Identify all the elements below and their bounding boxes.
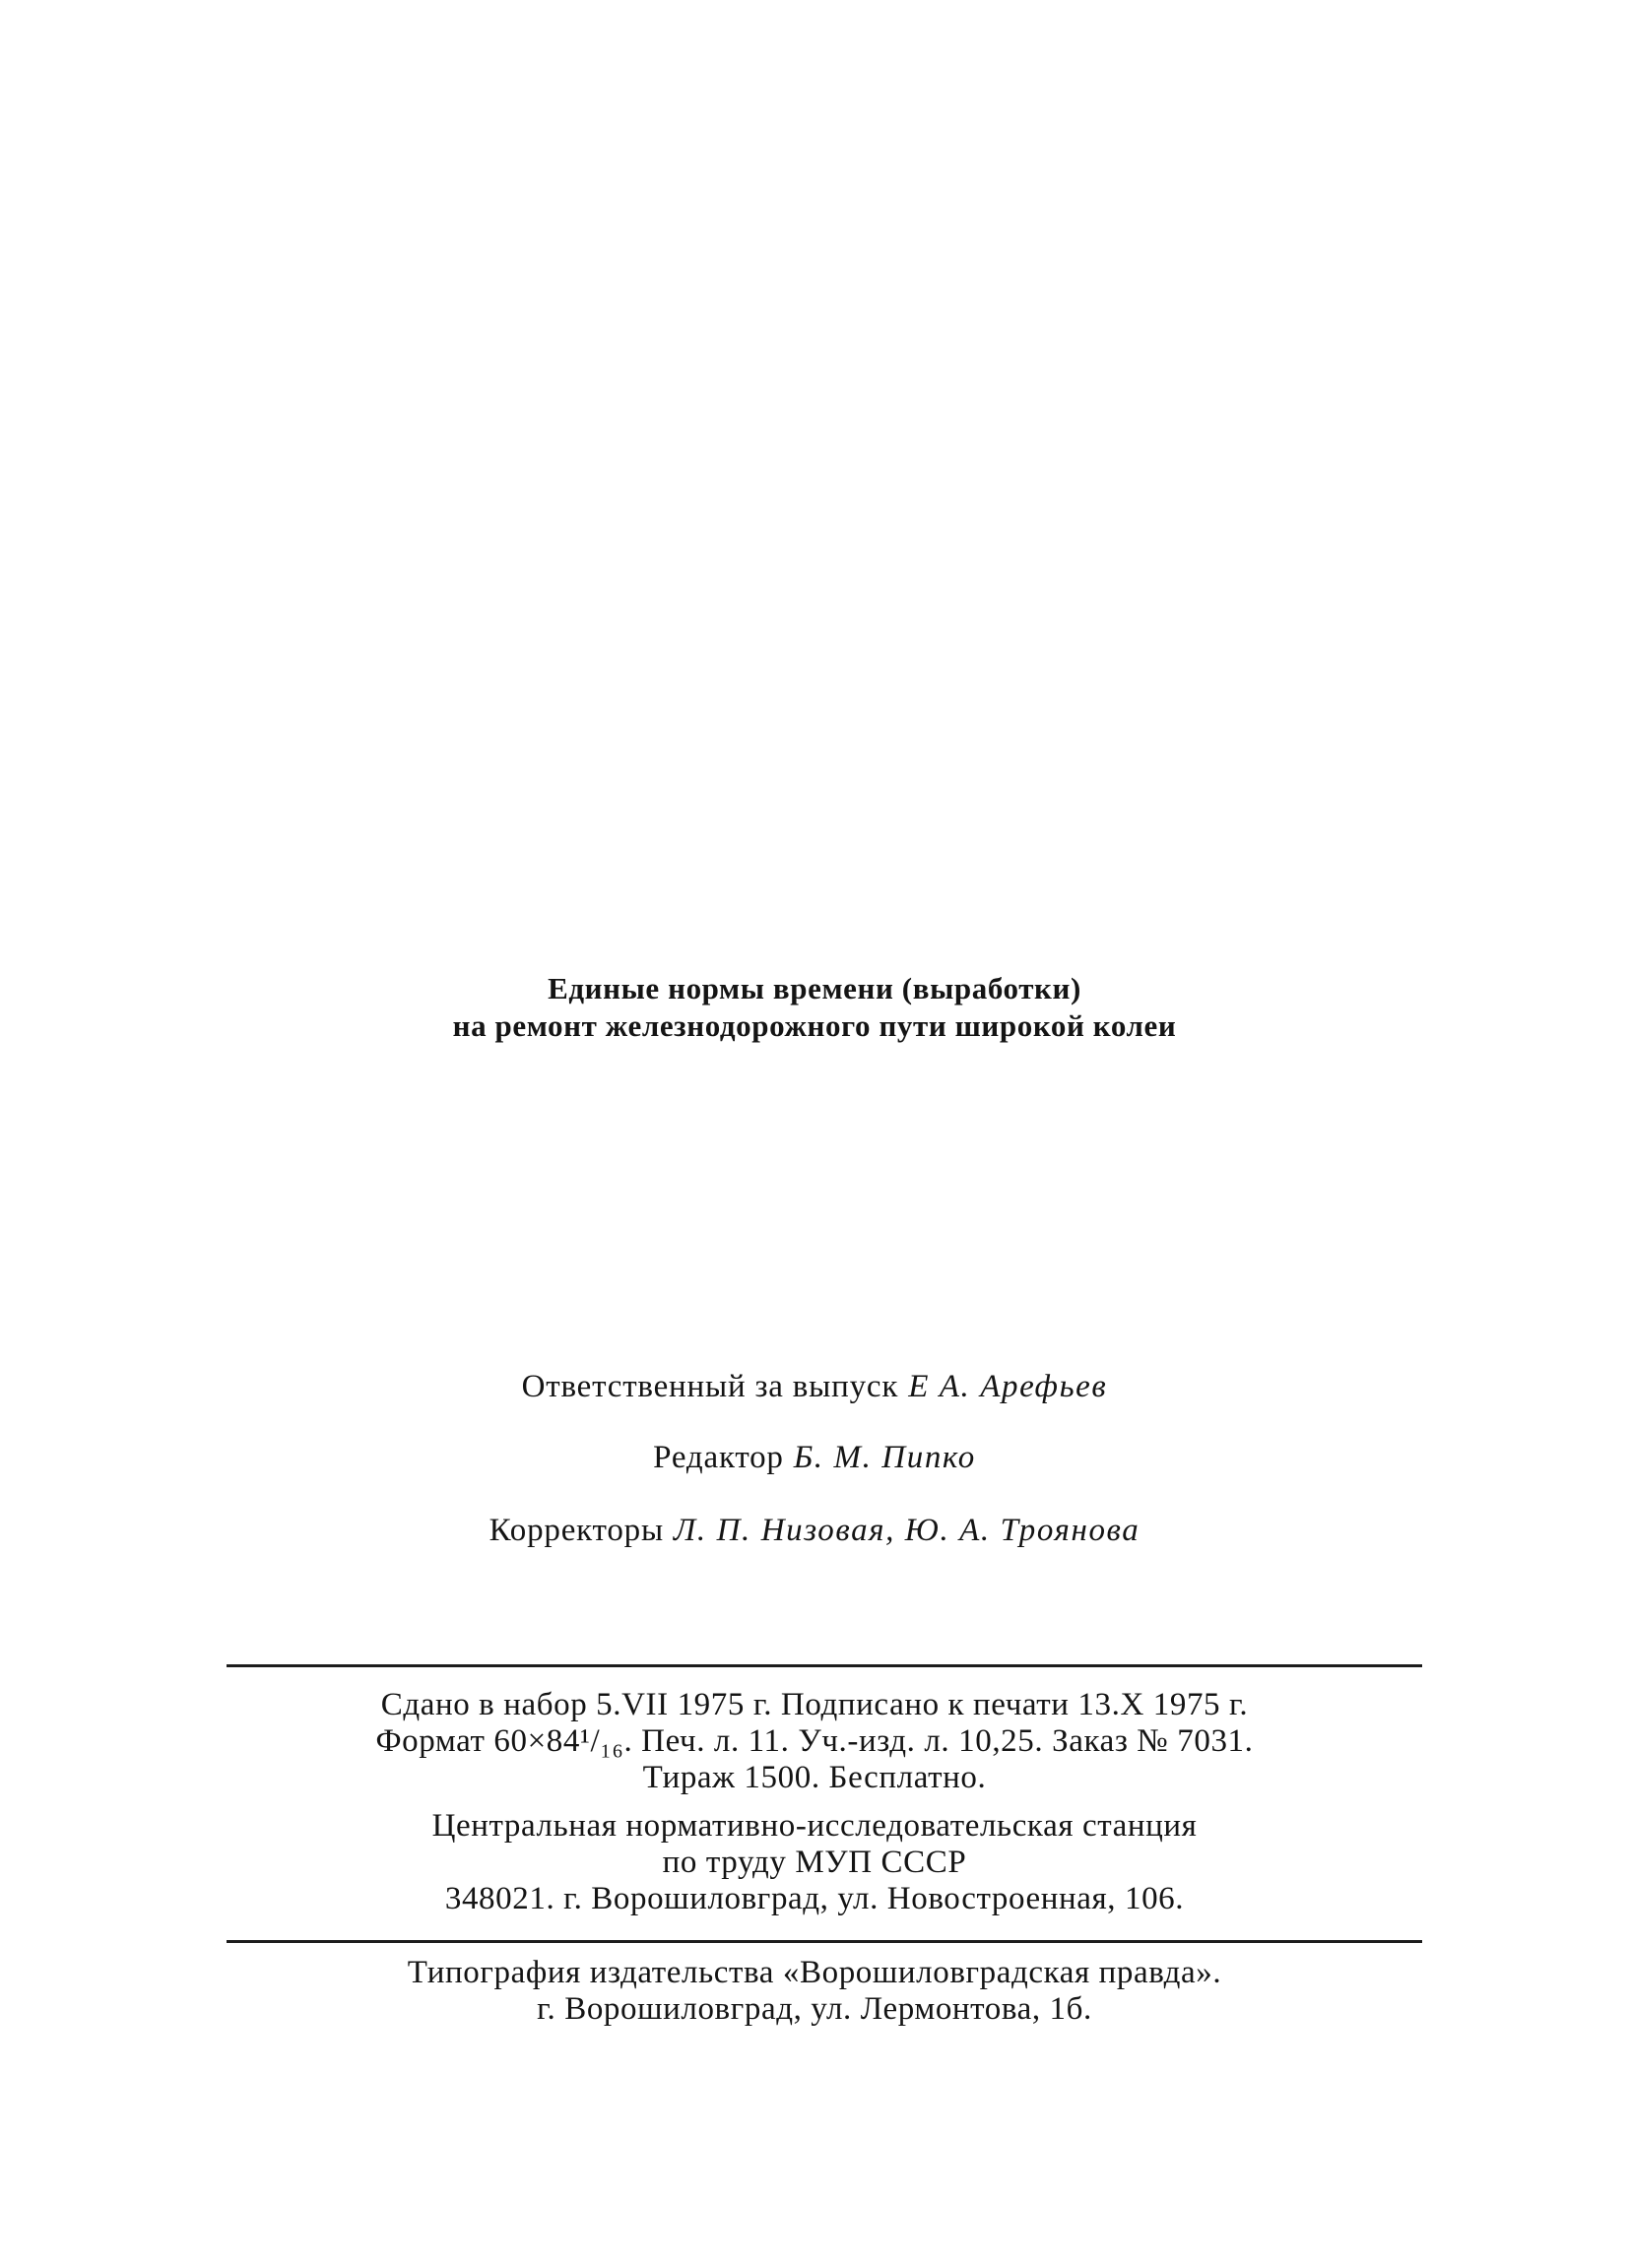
imprint-format: Формат 60×84¹/₁₆. Печ. л. 11. Уч.-изд. л. 10,25. Заказ № 7031. — [375, 1723, 1254, 1759]
imprint-circulation: Тираж 1500. Бесплатно. — [642, 1760, 987, 1795]
publisher-name: Центральная нормативно-исследовательская станция — [431, 1808, 1198, 1844]
correctors-role: Корректоры — [489, 1513, 664, 1548]
correctors-names: Л. П. Низовая, Ю. А. Троянова — [673, 1513, 1140, 1548]
document-title — [0, 970, 1629, 1045]
editor-name: Б. М. Пипко — [793, 1440, 976, 1475]
divider-bottom — [227, 1940, 1422, 1943]
printer-block — [0, 1955, 1629, 2028]
title-line-1: Единые нормы времени (выработки) — [548, 971, 1081, 1005]
credit-editor — [0, 1438, 1629, 1477]
title-line-2: на ремонт железнодорожного пути широкой колеи — [452, 1008, 1177, 1043]
responsible-name: Е А. Арефьев — [908, 1369, 1108, 1404]
imprint-dates: Сдано в набор 5.VII 1975 г. Подписано к печати 13.X 1975 г. — [380, 1687, 1249, 1722]
printer-name: Типография издательства «Ворошиловградская правда». — [407, 1955, 1222, 1990]
editor-role: Редактор — [653, 1440, 784, 1475]
printer-address: г. Ворошиловград, ул. Лермонтова, 1б. — [537, 1991, 1092, 2027]
credit-correctors — [0, 1511, 1629, 1550]
publisher-department: по труду МУП СССР — [662, 1845, 967, 1880]
credit-responsible — [0, 1367, 1629, 1406]
imprint-block — [0, 1687, 1629, 1917]
publisher-address: 348021. г. Ворошиловград, ул. Новостроенная, 106. — [444, 1881, 1185, 1916]
divider-top — [227, 1664, 1422, 1667]
responsible-role: Ответственный за выпуск — [521, 1369, 899, 1404]
